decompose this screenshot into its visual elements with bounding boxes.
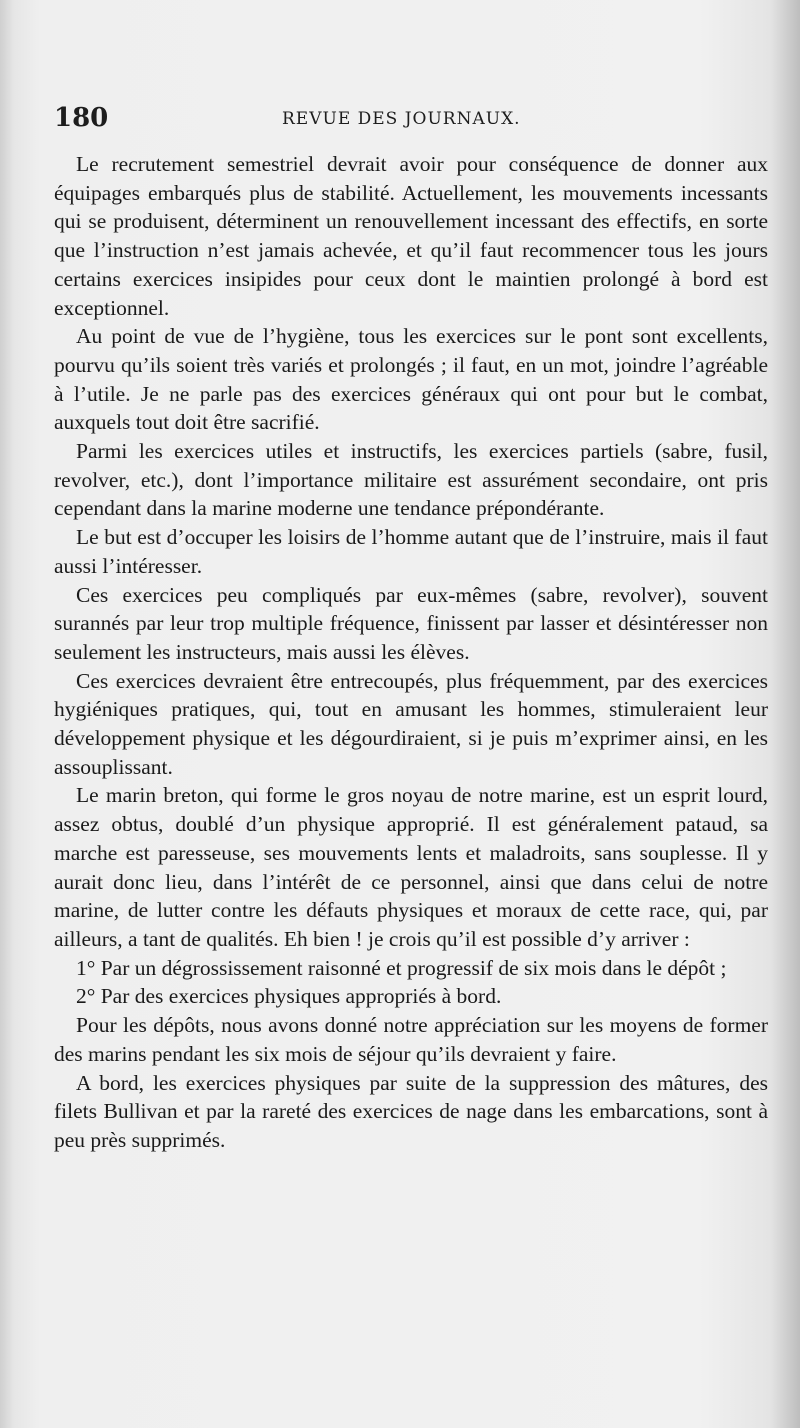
paragraph-depots: Pour les dépôts, nous avons donné notre appréciation sur les moyens de former des marins pendant les six mois de séjour qu’ils devraient y faire.	[54, 1013, 768, 1066]
page-number: 180	[54, 103, 109, 133]
paragraph-a-bord: A bord, les exercices physiques par suite de la suppression des mâtures, des filets Bullivan et par la rareté des exercices de nage dans les embarcations, sont à peu près supprimés.	[54, 1070, 768, 1152]
paragraph-marin-breton: Le marin breton, qui forme le gros noyau de notre marine, est un esprit lourd, assez obtus, doublé d’un physique approprié. Il est généralement pataud, sa marche est paresseuse, ses mouvements lents et maladroits, sans souplesse. Il y aurait donc lieu, dans l’intérêt de ce personnel, ainsi que dans celui de notre marine, de lutter contre les défauts physiques et moraux de cette race, qui, par ailleurs, a tant de qualités. Eh bien ! je crois qu’il est possible d’y arriver :	[54, 783, 768, 951]
paragraph-point-1: 1° Par un dégrossissement raisonné et progressif de six mois dans le dépôt ;	[76, 955, 727, 980]
paragraph-exercices-compliques: Ces exercices peu compliqués par eux-mêmes (sabre, revolver), souvent surannés par leur trop multiple fréquence, finissent par lasser et désintéresser non seulement les instructeurs, mais aussi les élèves.	[54, 582, 768, 664]
paragraph-hygiene: Au point de vue de l’hygiène, tous les exercices sur le pont sont excellents, pourvu qu’ils soient très variés et prolongés ; il faut, en un mot, joindre l’agréable à l’utile. Je ne parle pas des exercices généraux qui ont pour but le combat, auxquels tout doit être sacrifié.	[54, 324, 768, 435]
paragraph-exercices-partiels: Parmi les exercices utiles et instructifs, les exercices partiels (sabre, fusil, revolver, etc.), dont l’importance militaire est assurément secondaire, ont pris cependant dans la marine moderne une tendance prépondérante.	[54, 439, 768, 521]
paragraph-but: Le but est d’occuper les loisirs de l’homme autant que de l’instruire, mais il faut aussi l’intéresser.	[54, 525, 768, 578]
page-header	[54, 103, 754, 139]
paragraph-entrecoupes: Ces exercices devraient être entrecoupés, plus fréquemment, par des exercices hygiéniques pratiques, qui, tout en amusant les hommes, stimuleraient leur développement physique et les dégourdiraient, si je puis m’exprimer ainsi, en les assouplissant.	[54, 668, 768, 779]
paragraph-point-2: 2° Par des exercices physiques appropriés à bord.	[76, 984, 502, 1009]
running-head: REVUE DES JOURNAUX.	[282, 109, 521, 129]
body-text	[54, 150, 768, 1155]
paragraph-recrutement: Le recrutement semestriel devrait avoir pour conséquence de donner aux équipages embarqués plus de stabilité. Actuellement, les mouvements incessants qui se produisent, déterminent un renouvellement incessant des effectifs, en sorte que l’instruction n’est jamais achevée, et qu’il faut recommencer tous les jours certains exercices insipides pour ceux dont le maintien prolongé à bord est exceptionnel.	[54, 152, 768, 320]
